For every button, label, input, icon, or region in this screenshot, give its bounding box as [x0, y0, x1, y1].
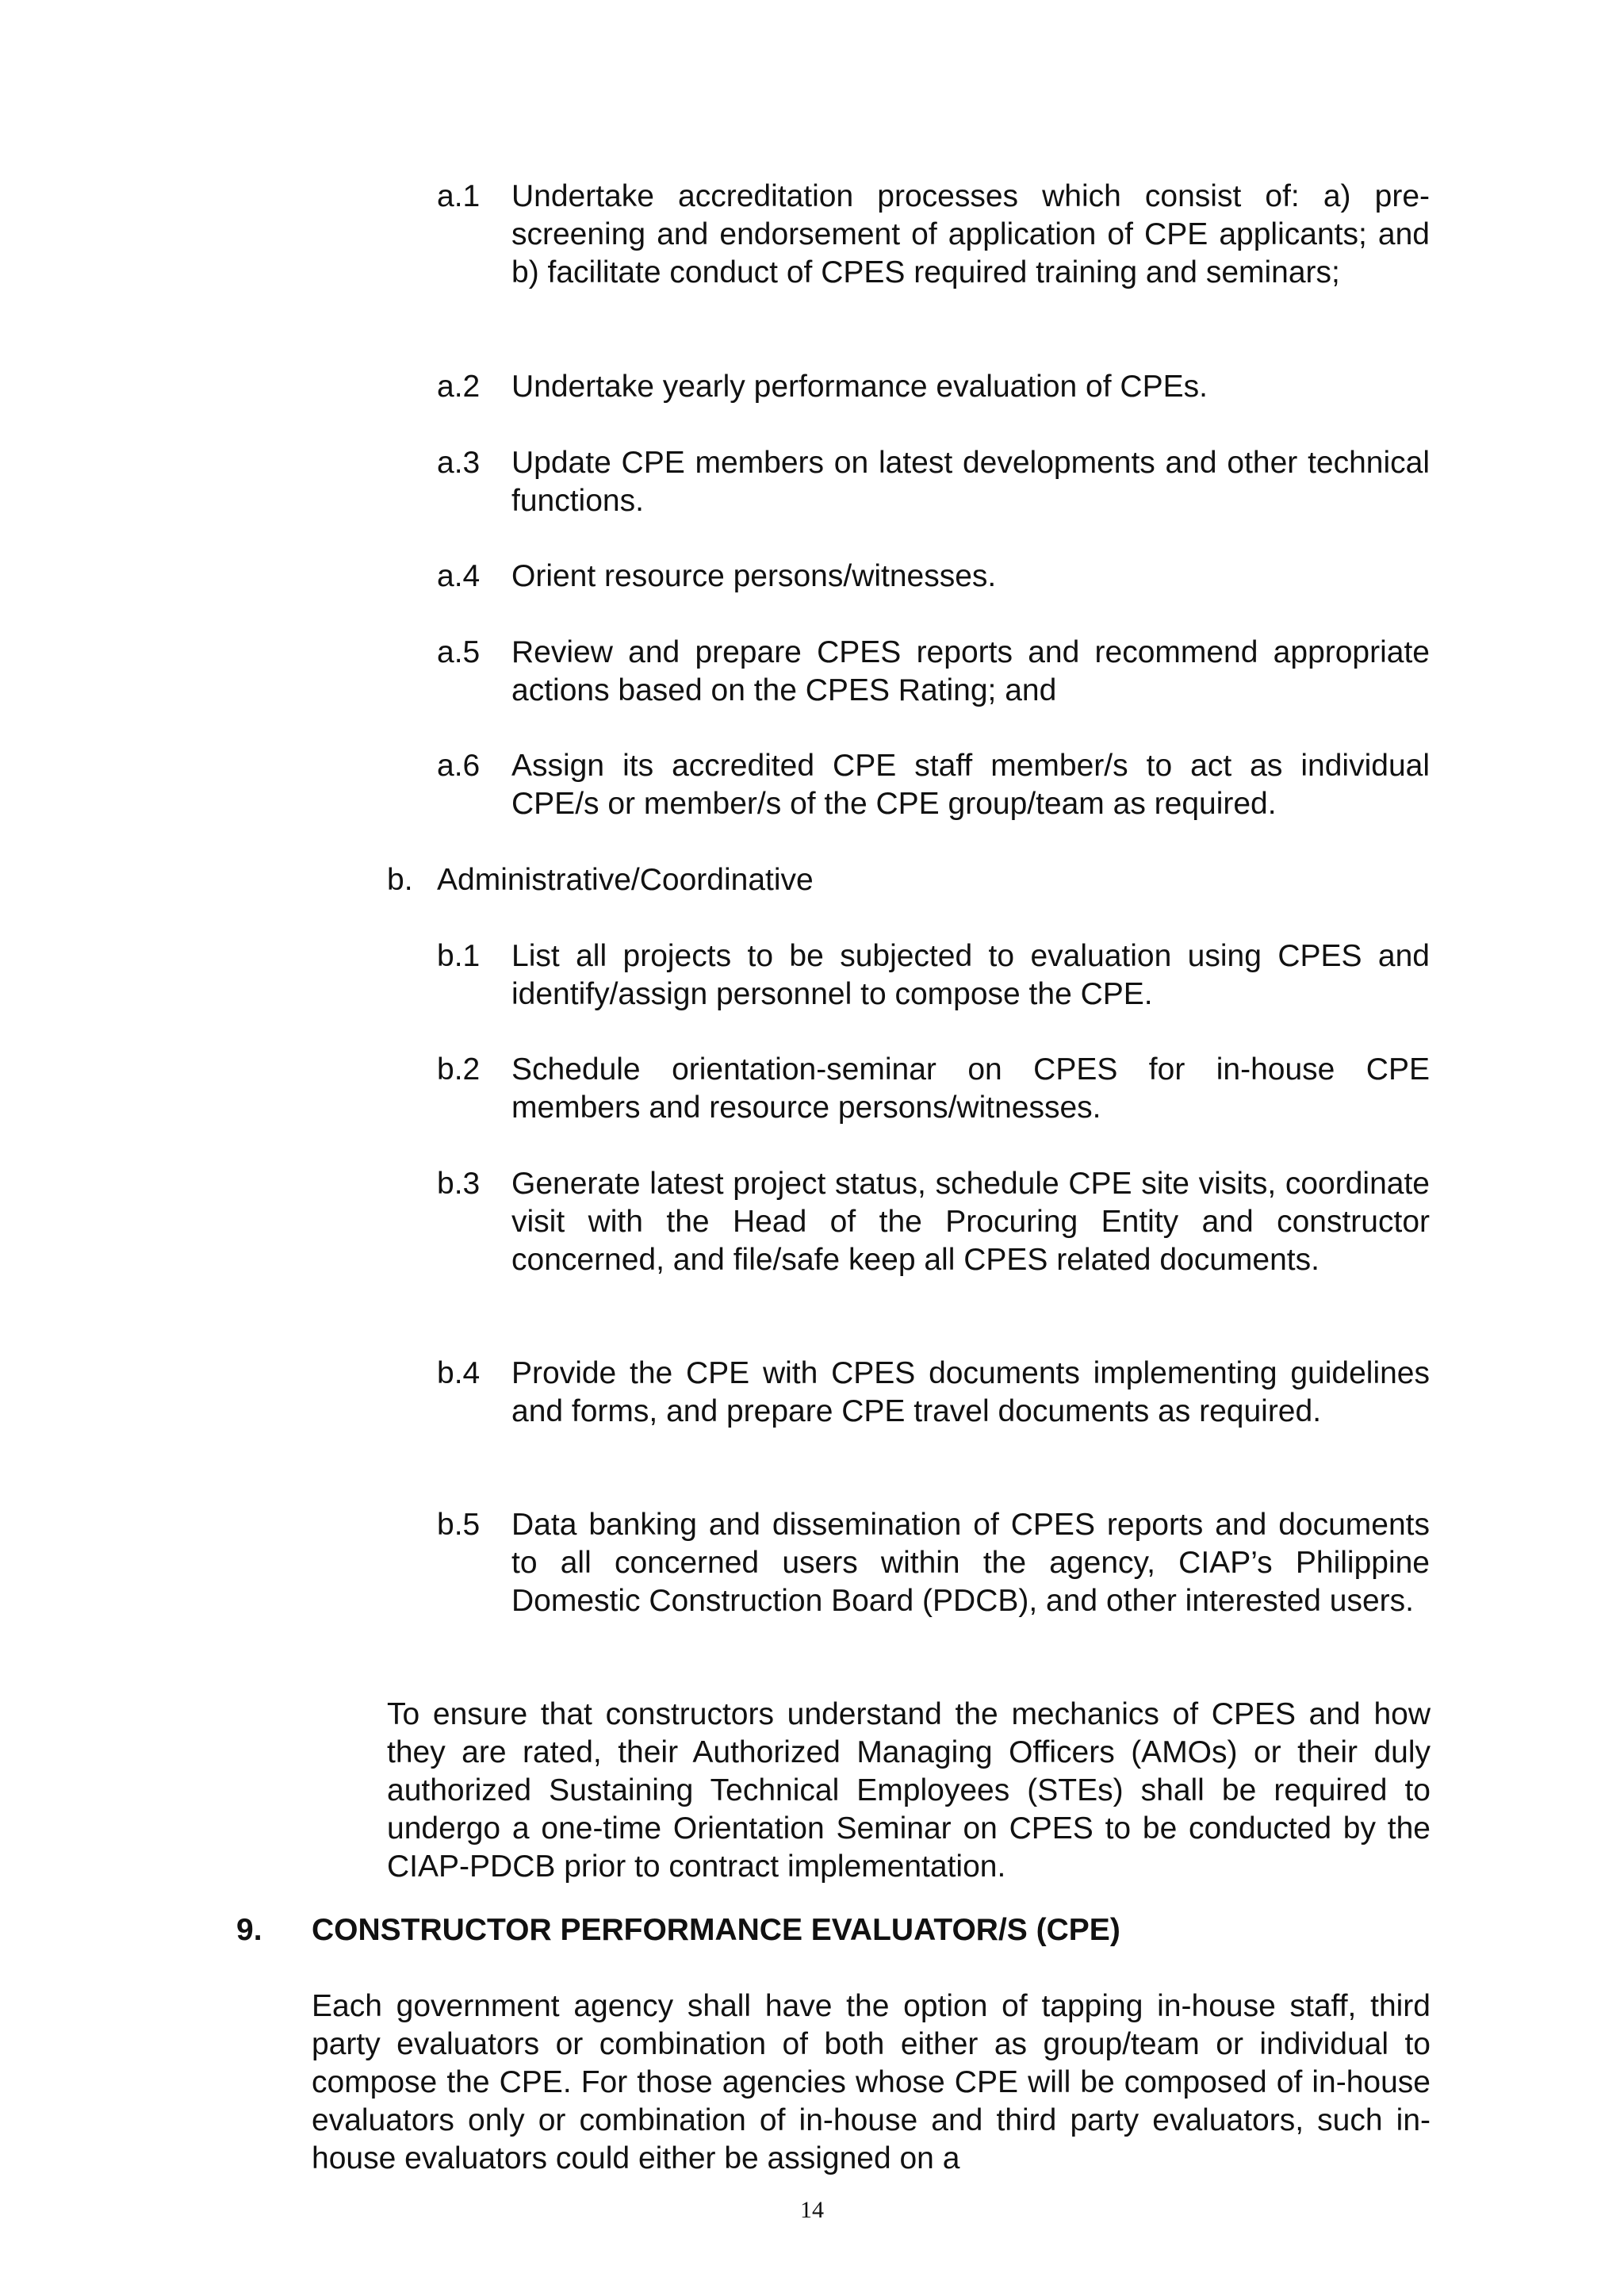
item-number: b.2 [437, 1052, 481, 1087]
item-number: a.5 [437, 635, 481, 669]
section-b-title: Administrative/Coordinative [437, 863, 814, 897]
item-text: Provide the CPE with CPES documents implementing guidelines and forms, and prepare CPE travel documents as required. [511, 1356, 1430, 1428]
page-number: 14 [800, 2197, 824, 2223]
item-text: Update CPE members on latest developments and other technical functions. [511, 446, 1430, 518]
item-text: Assign its accredited CPE staff member/s to act as individual CPE/s or member/s of the CPE group/team as required. [511, 749, 1430, 821]
item-number: a.2 [437, 370, 481, 404]
item-text: List all projects to be subjected to evaluation using CPES and identify/assign personnel to compose the CPE. [511, 939, 1430, 1011]
item-text: Orient resource persons/witnesses. [511, 559, 997, 593]
section-number: 9. [236, 1913, 262, 1947]
item-number: a.4 [437, 559, 481, 593]
item-number: b.3 [437, 1167, 481, 1201]
item-number: a.1 [437, 179, 481, 213]
item-number: b.1 [437, 939, 481, 973]
orientation-paragraph: To ensure that constructors understand the mechanics of CPES and how they are rated, their Authorized Managing Officers (AMOs) or their duly authorized Sustaining Technical Employees (STEs) shall be required to undergo a one-time Orientation Seminar on CPES to be conducted by the CIAP-PDCB prior to contract implementation. [387, 1697, 1431, 1884]
section-title: CONSTRUCTOR PERFORMANCE EVALUATOR/S (CPE) [312, 1913, 1120, 1947]
item-text: Schedule orientation-seminar on CPES for in-house CPE members and resource persons/witnesses. [511, 1052, 1430, 1125]
section-9-paragraph: Each government agency shall have the option of tapping in-house staff, third party evaluators or combination of both either as group/team or individual to compose the CPE. For those agencies whose CPE will be composed of in-house evaluators only or combination of in-house and third party evaluators, such in-house evaluators could either be assigned on a [312, 1989, 1431, 2175]
item-text: Undertake accreditation processes which consist of: a) pre-screening and endorsement of application of CPE applicants; and b) facilitate conduct of CPES required training and seminars; [511, 179, 1430, 289]
item-number: b.4 [437, 1356, 481, 1390]
item-number: a.6 [437, 749, 481, 783]
item-text: Data banking and dissemination of CPES reports and documents to all concerned users within the agency, CIAP’s Philippine Domestic Construction Board (PDCB), and other interested users. [511, 1508, 1430, 1618]
item-text: Review and prepare CPES reports and recommend appropriate actions based on the CPES Rating; and [511, 635, 1430, 707]
item-number: b.5 [437, 1508, 481, 1542]
item-text: Undertake yearly performance evaluation of CPEs. [511, 370, 1208, 404]
item-text: Generate latest project status, schedule CPE site visits, coordinate visit with the Head of the Procuring Entity and constructor concerned, and file/safe keep all CPES related documents. [511, 1167, 1430, 1277]
item-number: a.3 [437, 446, 481, 480]
section-b-letter: b. [387, 863, 413, 897]
